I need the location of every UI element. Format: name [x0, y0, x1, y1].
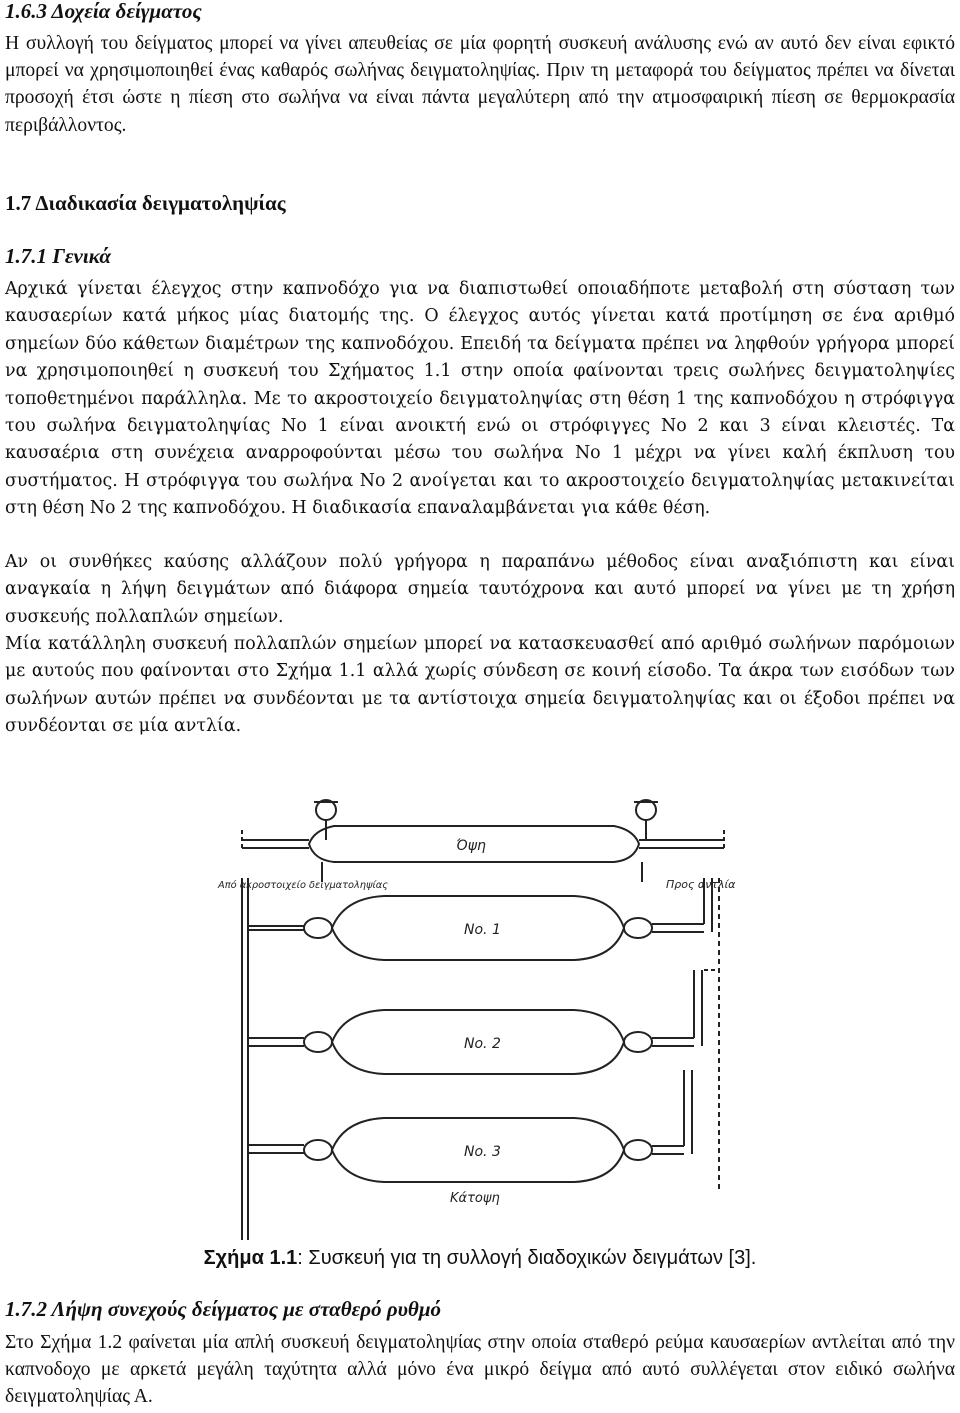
figure-1-1-caption-text: : Συσκευή για τη συλλογή διαδοχικών δειγμάτων [3]. — [297, 1247, 757, 1269]
inlet-manifold — [242, 878, 304, 1240]
label-tube-1: No. 1 — [464, 922, 501, 938]
section-1-7-1-paragraph-3: Μία κατάλληλη συσκευή πολλαπλών σημείων μπορεί να κατασκευασθεί από αριθμό σωλήνων παρόμοιων με αυτούς που φαίνονται στο Σχήμα 1.1 αλλά χωρίς σύνδεση σε κοινή είσοδο. Τα άκρα των εισόδων των σωλήνων αυτών πρέπει να συνδέονται με τα αντίστοιχα σημεία δειγματοληψίας και οι έξοδοι πρέπει να συνδέονται σε μία αντλία. — [5, 634, 955, 737]
label-tube-3: No. 3 — [464, 1144, 501, 1160]
section-1-7-2-heading: 1.7.2 Λήψη συνεχούς δείγματος με σταθερό ρυθμό — [5, 1297, 441, 1321]
figure-1-1-caption-label: Σχήμα 1.1 — [203, 1247, 298, 1269]
label-to-pump: Προς αντλία — [666, 878, 736, 891]
label-plan-view: Κάτοψη — [450, 1191, 500, 1206]
section-1-7-1-paragraph-1: Αρχικά γίνεται έλεγχος στην καπνοδόχο για να διαπιστωθεί οποιαδήποτε μεταβολή στη σύσταση των καυσαερίων κατά μήκος μίας διατομής της. Ο έλεγχος αυτός γίνεται κατά προτίμηση σε ένα αριθμό σημείων δύο κάθετων διαμέτρων της καπνοδόχου. Επειδή τα δείγματα πρέπει να ληφθούν γρήγορα μπορεί να χρησιμοποιηθεί η συσκευή του Σχήματος 1.1 στην οποία φαίνονται τρεις σωλήνες δειγματοληψίες τοποθετημένοι παράλληλα. Με το ακροστοιχείο δειγματοληψίας στη θέση 1 της καπνοδόχου η στρόφιγγα του σωλήνα δειγματοληψίας Νο 1 είναι ανοικτή ενώ οι στρόφιγγες Νο 2 και 3 είναι κλειστές. Τα καυσαέρια στη συνέχεια αναρροφούνται μέσω του σωλήνα Νο 1 μέχρι να γίνει καλή έκπλυση του συστήματος. Η στρόφιγγα του σωλήνα Νο 2 ανοίγεται και το ακροστοιχείο δειγματοληψίας μετακινείται στη θέση Νο 2 της καπνοδόχου. Η διαδικασία επαναλαμβάνεται για κάθε θέση. — [5, 279, 955, 519]
section-1-7-1-paragraph-2: Αν οι συνθήκες καύσης αλλάζουν πολύ γρήγορα η παραπάνω μέθοδος είναι αναξιόπιστη και είναι αναγκαία η λήψη δειγμάτων από διάφορα σημεία ταυτόχρονα και αυτό μπορεί να γίνει με τη χρήση συσκευής πολλαπλών σημείων. — [5, 552, 955, 627]
section-1-6-3-paragraph: Η συλλογή του δείγματος μπορεί να γίνει απευθείας σε μία φορητή συσκευή ανάλυσης ενώ αν αυτό δεν είναι εφικτό μπορεί να χρησιμοποιηθεί ένας καθαρός σωλήνας δειγματοληψίας. Πριν τη μεταφορά του δείγματος πρέπει να δίνεται προσοχή έτσι ώστε η πίεση στο σωλήνα να είναι πάντα μεγαλύτερη από την ατμοσφαιρική πίεση σε θερμοκρασία περιβάλλοντος. — [5, 33, 955, 136]
section-1-7-heading: 1.7 Διαδικασία δειγματοληψίας — [5, 191, 286, 215]
label-top-view: Όψη — [456, 838, 486, 854]
section-1-7-2-paragraph: Στο Σχήμα 1.2 φαίνεται μία απλή συσκευή δειγματοληψίας στην οποία σταθερό ρεύμα καυσαερίων αντλείται από την καπνοδοχο με αρκετά μεγάλη ταχύτητα αλλά μόνο ένα μικρό δείγμα από αυτό συλλέγεται στον ειδικό σωλήνα δειγματοληψίας Α. — [5, 1332, 955, 1408]
figure-1-1-diagram — [214, 770, 754, 1240]
label-from-probe: Από ακροστοιχείο δειγματοληψίας — [218, 880, 392, 891]
label-tube-2: No. 2 — [464, 1036, 501, 1052]
section-1-6-3-heading: 1.6.3 Δοχεία δείγματος — [5, 0, 202, 23]
tube-1 — [304, 896, 704, 960]
section-1-7-1-heading: 1.7.1 Γενικά — [5, 244, 112, 268]
figure-1-1-caption — [0, 1244, 960, 1272]
